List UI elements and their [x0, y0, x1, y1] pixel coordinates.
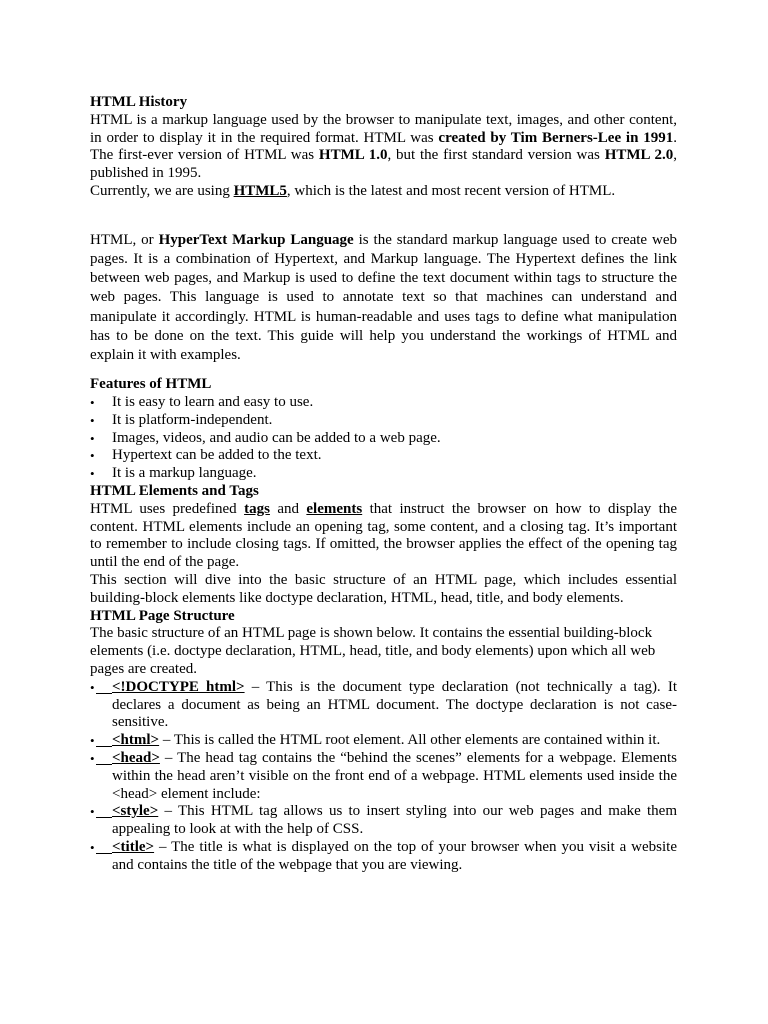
text-run: is the standard markup language used to create web pages. It is a combination of Hypertext, and Markup language. The Hypertext defines the link between web pages, and Markup is used to define the text document within tags to structure the web pages. This language is used to annotate text so that machines can understand and manipulate it accordingly. HTML is human-readable and uses tags to define what manipulation has to be done on the text. This guide will help you understand the workings of HTML and explain it with examples.: [90, 231, 677, 363]
tag-description: – The title is what is displayed on the top of your browser when you visit a website and contains the title of the webpage that you are viewing.: [112, 838, 677, 873]
list-item: • It is easy to learn and easy to use.: [90, 394, 677, 412]
bullet-underline: [96, 746, 112, 747]
features-heading: Features of HTML: [90, 376, 212, 393]
document-page: [90, 94, 677, 875]
structure-list: [90, 679, 677, 875]
history-paragraph-1: [90, 112, 677, 183]
tag-name: <!DOCTYPE html>: [112, 678, 245, 695]
text-run: that instruct the browser on how to display the content. HTML elements include an opening tag, some content, and a closing tag. It’s important to remember to include closing tags. If omitted, the browser applies the effect of the opening tag until the end of the page.: [90, 500, 677, 571]
list-item: • Images, videos, and audio can be added to a web page.: [90, 430, 677, 448]
intro-paragraph: [90, 231, 677, 365]
bullet-underline: [96, 817, 112, 818]
text-run: , published in 1995.: [90, 147, 677, 182]
list-item: [90, 750, 677, 803]
bullet-underline: [96, 853, 112, 854]
tag-description: – This is called the HTML root element. All other elements are contained within it.: [159, 732, 661, 749]
elements-link[interactable]: elements: [306, 500, 363, 517]
tag-name: <head>: [112, 749, 160, 766]
text-run: HTML uses predefined: [90, 500, 245, 517]
history-heading: HTML History: [90, 94, 188, 110]
bold-run: HTML 1.0: [318, 147, 388, 164]
html5-link[interactable]: HTML5: [233, 182, 287, 199]
tag-name: <style>: [112, 803, 159, 820]
list-item: [90, 803, 677, 839]
text-run: , which is the latest and most recent version of HTML.: [286, 182, 616, 199]
tag-name: <html>: [112, 732, 160, 749]
text-run: HTML, or: [90, 231, 159, 248]
bullet-icon: •: [90, 679, 95, 695]
tag-description: – This HTML tag allows us to insert styling into our web pages and make them appealing to look at with the help of CSS.: [112, 803, 677, 838]
features-list: [90, 394, 677, 483]
list-item: [90, 732, 677, 750]
text-run: . The first-ever version of HTML was: [90, 129, 677, 164]
list-item: [90, 839, 677, 875]
elements-heading: HTML Elements and Tags: [90, 482, 259, 499]
list-item: • It is a markup language.: [90, 465, 677, 483]
list-item: • It is platform-independent.: [90, 412, 677, 430]
bold-run: HyperText Markup Language: [158, 231, 354, 248]
elements-paragraph-2: This section will dive into the basic structure of an HTML page, which includes essential building-block elements like doctype declaration, HTML, head, title, and body elements.: [90, 571, 677, 606]
text-run: , but the first standard version was: [387, 147, 605, 164]
bold-run: HTML 2.0: [604, 147, 674, 164]
history-paragraph-2: [90, 183, 677, 201]
text-run: Currently, we are using: [90, 182, 234, 199]
bullet-icon: •: [90, 839, 95, 855]
tags-link[interactable]: tags: [244, 500, 270, 517]
bullet-underline: [96, 764, 112, 765]
structure-paragraph: The basic structure of an HTML page is shown below. It contains the essential building-block elements (i.e. doctype declaration, HTML, head, title, and body elements) upon which all web pages are created.: [90, 625, 656, 677]
bold-run: created by Tim Berners-Lee in 1991: [438, 129, 674, 146]
bullet-underline: [96, 693, 112, 694]
bullet-icon: •: [90, 750, 95, 766]
structure-heading: HTML Page Structure: [90, 607, 235, 624]
bullet-icon: •: [90, 733, 95, 749]
tag-description: – The head tag contains the “behind the scenes” elements for a webpage. Elements within the head aren’t visible on the front end of a webpage. HTML elements used inside the <head> element include:: [112, 749, 677, 802]
text-run: HTML is a markup language used by the browser to manipulate text, images, and other content, in order to display it in the required format. HTML was: [90, 111, 677, 146]
bullet-icon: •: [90, 804, 95, 820]
text-run: and: [269, 500, 307, 517]
list-item: [90, 679, 677, 732]
tag-name: <title>: [112, 838, 155, 855]
elements-paragraph-1: [90, 501, 677, 572]
list-item: • Hypertext can be added to the text.: [90, 447, 677, 465]
tag-description: – This is the document type declaration (not technically a tag). It declares a document as being an HTML document. The doctype declaration is not case-sensitive.: [112, 678, 677, 731]
